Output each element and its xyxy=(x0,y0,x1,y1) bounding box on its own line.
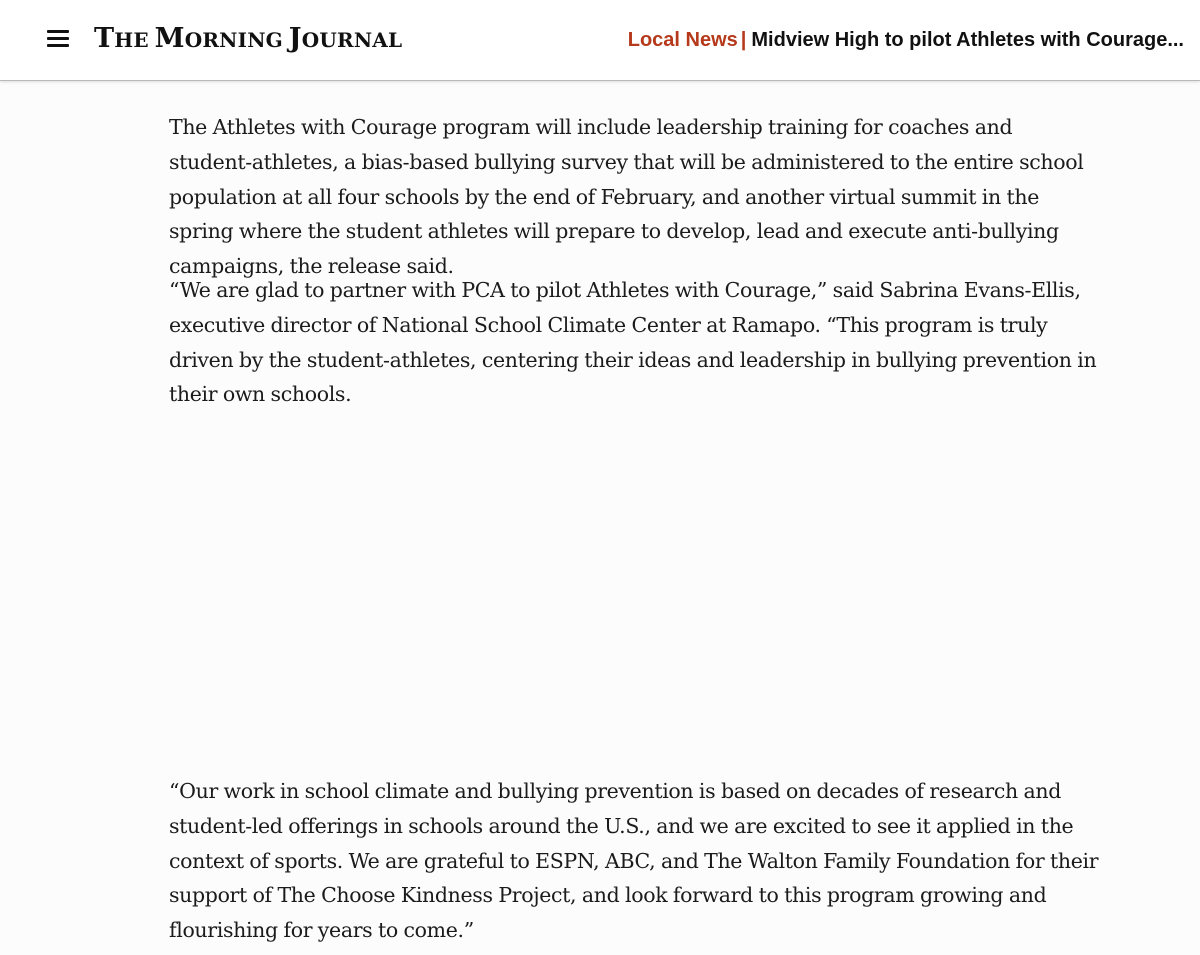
section-separator: | xyxy=(740,29,747,51)
menu-line xyxy=(47,30,69,33)
site-logo[interactable] xyxy=(94,22,402,56)
header-headline[interactable] xyxy=(628,27,1184,53)
article-paragraph: The Athletes with Courage program will include leadership training for coaches and student-athletes, a bias-based bullying survey that will be administered to the entire school population at all four schools by the end of February, and another virtual summit in the spring where the student athletes will prepare to develop, lead and execute anti-bullying campaigns, the release said. xyxy=(169,115,1084,279)
menu-line xyxy=(47,37,69,40)
top-navigation-bar xyxy=(0,0,1200,81)
article-headline: Midview High to pilot Athletes with Courage... xyxy=(751,29,1184,51)
blank-ad-slot xyxy=(400,420,800,740)
section-label[interactable]: Local News xyxy=(627,29,738,51)
hamburger-menu-icon[interactable] xyxy=(47,30,69,48)
logo-text: THE MORNING JOURNAL xyxy=(94,23,403,54)
article-paragraph: “Our work in school climate and bullying prevention is based on decades of research and student-led offerings in schools around the U.S., and we are excited to see it applied in the context of sports. We are grateful to ESPN, ABC, and The Walton Family Foundation for their support of The Choose Kindness Project, and look forward to this program growing and flourishing for years to come.” xyxy=(169,779,1099,943)
menu-line xyxy=(47,44,69,47)
article-paragraph: “We are glad to partner with PCA to pilot Athletes with Courage,” said Sabrina Evans-Ellis, executive director of National School Climate Center at Ramapo. “This program is truly driven by the student-athletes, centering their ideas and leadership in bullying prevention in their own schools. xyxy=(169,278,1097,407)
